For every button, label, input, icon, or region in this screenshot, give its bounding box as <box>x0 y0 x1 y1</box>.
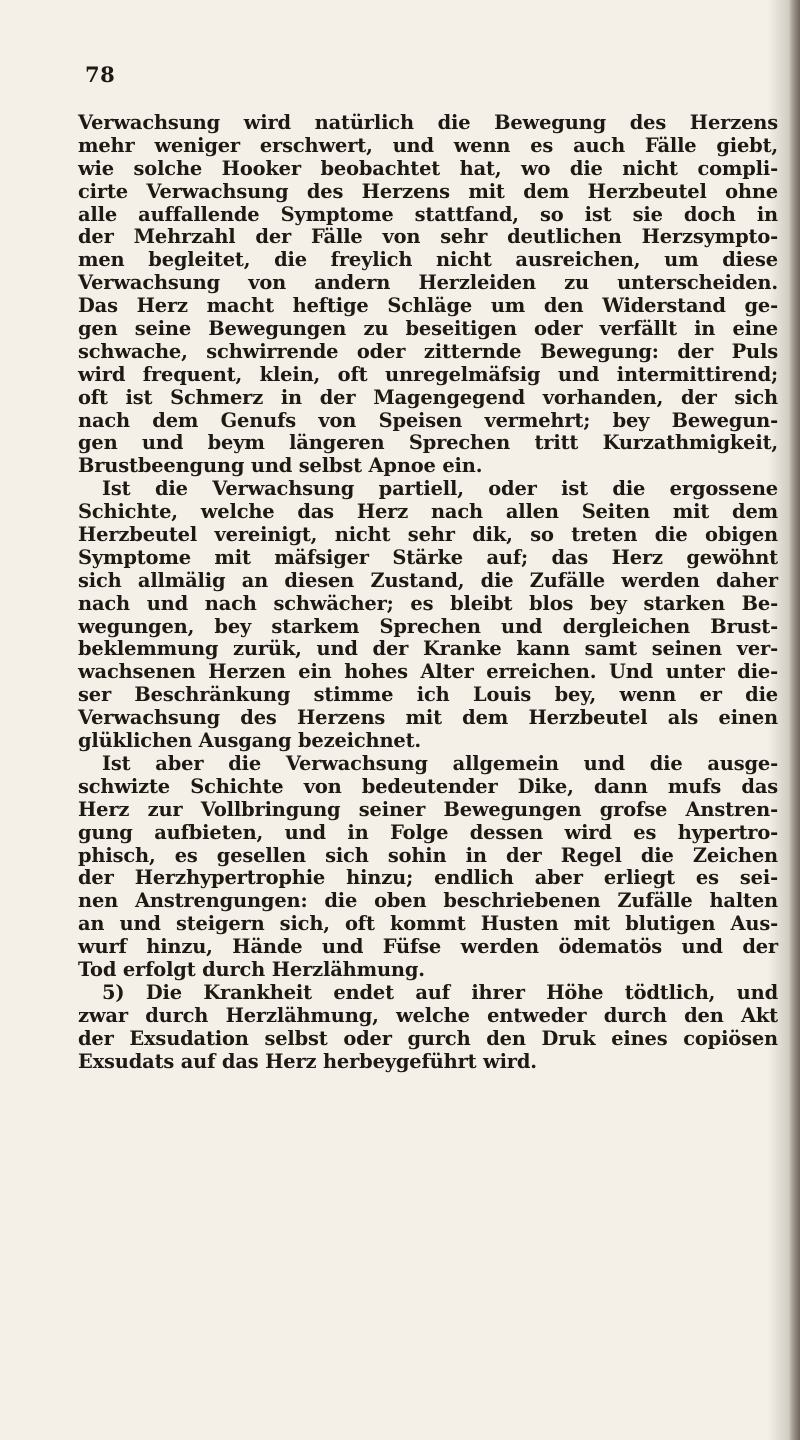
text-line: schwizte Schichte von bedeutender Dike, dann mufs das <box>78 774 778 798</box>
text-line: sich allmälig an diesen Zustand, die Zufälle werden daher <box>78 568 778 592</box>
text-line: Brustbeengung und selbst Apnoe ein. <box>78 454 483 478</box>
text-line: gung aufbieten, und in Folge dessen wird es hypertro- <box>78 820 778 844</box>
text-line: cirte Verwachsung des Herzens mit dem Herzbeutel ohne <box>78 179 778 203</box>
text-line: 5) Die Krankheit endet auf ihrer Höhe tödtlich, und <box>102 980 778 1004</box>
text-line: men begleitet, die freylich nicht ausreichen, um diese <box>78 248 778 272</box>
text-line: Tod erfolgt durch Herzlähmung. <box>78 957 425 981</box>
text-line: nen Anstrengungen: die oben beschriebenen Zufälle halten <box>78 889 778 913</box>
text-line: mehr weniger erschwert, und wenn es auch Fälle giebt, <box>78 133 778 157</box>
text-line: Herz zur Vollbringung seiner Bewegungen grofse Anstren- <box>78 797 778 821</box>
text-line: phisch, es gesellen sich sohin in der Regel die Zeichen <box>78 843 778 867</box>
text-line: der Mehrzahl der Fälle von sehr deutlichen Herzsympto- <box>78 225 778 249</box>
text-line: glüklichen Ausgang bezeichnet. <box>78 729 422 753</box>
text-line: Exsudats auf das Herz herbeygeführt wird. <box>78 1049 537 1073</box>
page-number: 78 <box>85 62 116 87</box>
text-line: Ist aber die Verwachsung allgemein und die ausge- <box>102 751 778 775</box>
text-line: an und steigern sich, oft kommt Husten mit blutigen Aus- <box>78 912 778 936</box>
text-line: wird frequent, klein, oft unregelmäfsig und intermittirend; <box>78 362 778 386</box>
text-line: nach dem Genufs von Speisen vermehrt; bey Bewegun- <box>78 408 778 432</box>
text-line: wegungen, bey starkem Sprechen und dergleichen Brust- <box>78 614 778 638</box>
text-line: Verwachsung wird natürlich die Bewegung des Herzens <box>78 111 778 134</box>
text-line: der Exsudation selbst oder gurch den Druk eines copiösen <box>78 1026 778 1050</box>
text-line: beklemmung zurük, und der Kranke kann samt seinen ver- <box>78 637 778 661</box>
text-line: nach und nach schwächer; es bleibt blos bey starken Be- <box>78 591 778 615</box>
text-line: gen und beym längeren Sprechen tritt Kurzathmigkeit, <box>78 431 778 455</box>
page-edge-shadow <box>790 0 800 1440</box>
text-line: Herzbeutel vereinigt, nicht sehr dik, so treten die obigen <box>78 523 778 547</box>
text-line: Das Herz macht heftige Schläge um den Widerstand ge- <box>78 294 778 318</box>
text-line: alle auffallende Symptome stattfand, so ist sie doch in <box>78 202 778 226</box>
text-line: gen seine Bewegungen zu beseitigen oder verfällt in eine <box>78 317 778 341</box>
text-line: Ist die Verwachsung partiell, oder ist die ergossene <box>102 477 778 501</box>
text-line: wie solche Hooker beobachtet hat, wo die nicht compli- <box>78 156 778 180</box>
text-line: schwache, schwirrende oder zitternde Bewegung: der Puls <box>78 339 778 363</box>
text-line: Verwachsung des Herzens mit dem Herzbeutel als einen <box>78 706 778 730</box>
text-line: Verwachsung von andern Herzleiden zu unterscheiden. <box>78 271 778 295</box>
text-line: zwar durch Herzlähmung, welche entweder durch den Akt <box>78 1003 778 1027</box>
text-line: Schichte, welche das Herz nach allen Seiten mit dem <box>78 500 778 524</box>
text-line: Symptome mit mäfsiger Stärke auf; das Herz gewöhnt <box>78 545 778 569</box>
body-text <box>78 112 778 1073</box>
text-line: oft ist Schmerz in der Magengegend vorhanden, der sich <box>78 385 778 409</box>
text-line: ser Beschränkung stimme ich Louis bey, wenn er die <box>78 683 778 707</box>
text-line: der Herzhypertrophie hinzu; endlich aber erliegt es sei- <box>78 866 778 890</box>
text-line: wachsenen Herzen ein hohes Alter erreichen. Und unter die- <box>78 660 778 684</box>
text-line: wurf hinzu, Hände und Füfse werden ödematös und der <box>78 935 778 959</box>
